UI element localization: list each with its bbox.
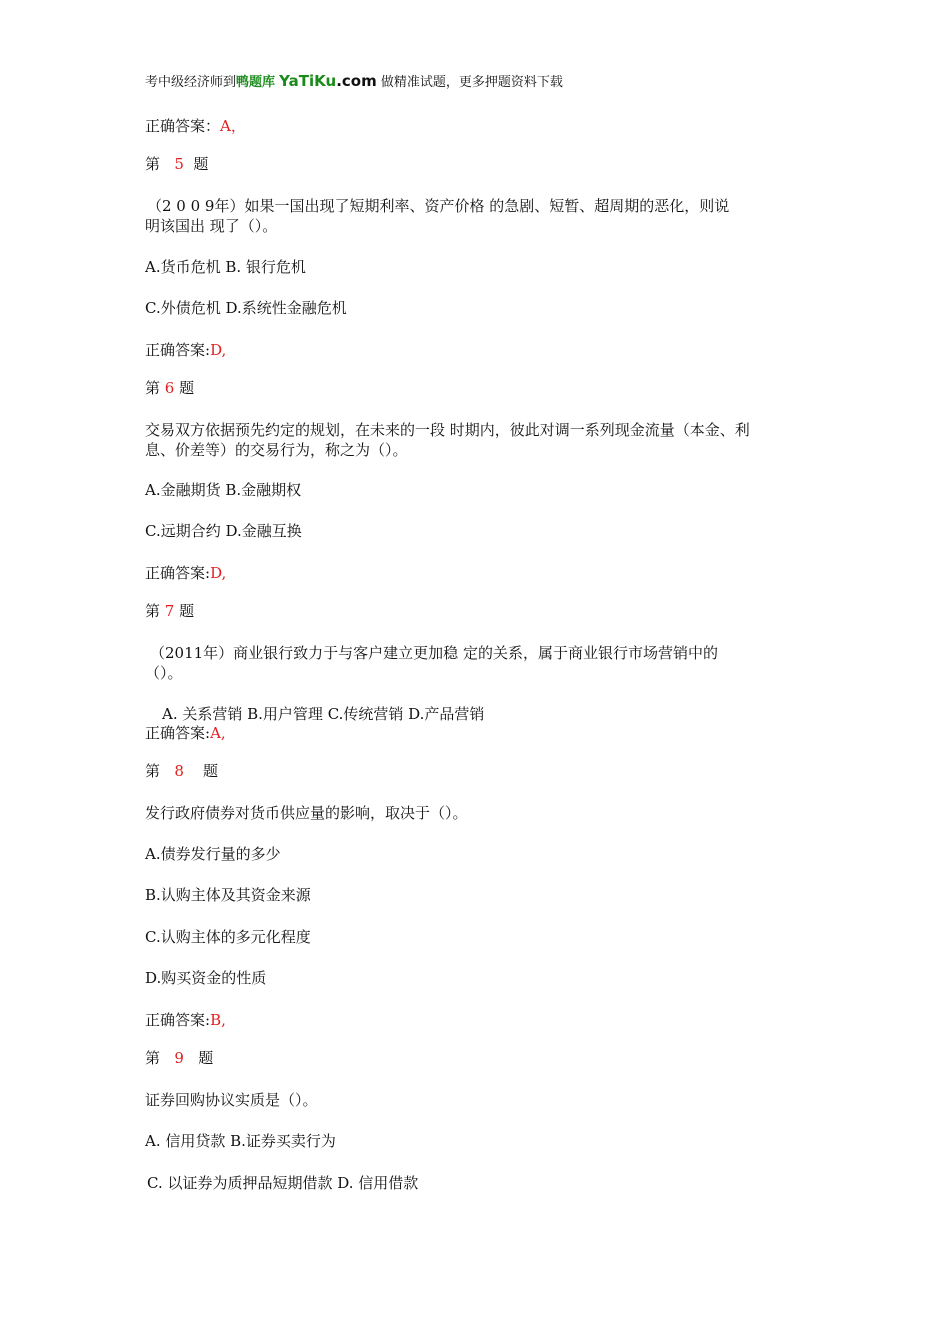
- answer-line-prev: [145, 115, 246, 137]
- answer-value: D,: [210, 564, 227, 582]
- question-suffix: 题: [179, 602, 195, 620]
- question-suffix: 题: [198, 1049, 214, 1067]
- question-text-7-line1: （2011年）商业银行致力于与客户建立更加稳 定的关系，属于商业银行市场营销中的: [150, 644, 718, 662]
- question-number: 5: [174, 155, 184, 173]
- answer-label: 正确答案:: [145, 1011, 211, 1029]
- question-options-6-row1: A.金融期货 B.金融期权: [145, 481, 302, 499]
- brand-name-en[interactable]: YaTiKu: [279, 72, 337, 90]
- question-number: 8: [174, 762, 184, 780]
- question-prefix: 第: [145, 155, 161, 173]
- question-heading-8: [145, 760, 218, 782]
- question-options-7-row1: A. 关系营销 B.用户管理 C.传统营销 D.产品营销: [162, 705, 485, 723]
- question-text-6-line2: 息、价差等）的交易行为，称之为（）。: [145, 441, 408, 459]
- question-text-8: 发行政府债券对货币供应量的影响，取决于（）。: [145, 804, 468, 822]
- question-text-5-line2: 明该国出 现了（）。: [145, 217, 278, 235]
- question-options-5-row2: C.外债危机 D.系统性金融危机: [145, 299, 347, 317]
- brand-name-cn[interactable]: 鸭题库: [236, 75, 276, 90]
- question-text-7-line2: （）。: [145, 664, 183, 682]
- question-prefix: 第: [145, 1049, 161, 1067]
- header-suffix: 做精准试题，更多押题资料下载: [380, 75, 563, 90]
- question-suffix: 题: [202, 762, 218, 780]
- answer-value: B,: [210, 1011, 226, 1029]
- question-suffix: 题: [193, 155, 209, 173]
- question-heading-6: [145, 377, 194, 399]
- question-number: 9: [174, 1049, 184, 1067]
- answer-value: A,: [210, 724, 226, 742]
- question-text-9: 证券回购协议实质是（）。: [145, 1091, 318, 1109]
- answer-label: 正确答案:: [145, 724, 211, 742]
- question-number: 6: [164, 379, 175, 397]
- answer-line-7: [145, 722, 226, 744]
- question-heading-7: [145, 600, 194, 622]
- answer-line-8: [145, 1009, 226, 1031]
- question-heading-9: [145, 1047, 213, 1069]
- answer-value: A，: [220, 117, 246, 135]
- answer-line-6: [145, 562, 226, 584]
- question-options-9-row1: A. 信用贷款 B.证券买卖行为: [145, 1132, 336, 1150]
- header-prefix: 考中级经济师到: [145, 75, 237, 90]
- answer-label: 正确答案:: [145, 564, 211, 582]
- question-option-8-b: B.认购主体及其资金来源: [145, 886, 311, 904]
- answer-label: 正确答案:: [145, 341, 211, 359]
- question-option-8-d: D.购买资金的性质: [145, 969, 267, 987]
- question-text-5-line1: （2 0 0 9年）如果一国出现了短期利率、资产价格 的急剧、短暂、超周期的恶化，则说: [147, 197, 730, 215]
- answer-line-5: [145, 339, 226, 361]
- question-number: 7: [164, 602, 175, 620]
- question-option-8-c: C.认购主体的多元化程度: [145, 928, 311, 946]
- brand-domain[interactable]: .com: [336, 72, 377, 90]
- question-prefix: 第: [145, 379, 161, 397]
- question-prefix: 第: [145, 602, 161, 620]
- question-options-9-row2: C. 以证券为质押品短期借款 D. 信用借款: [147, 1174, 419, 1192]
- answer-value: D,: [210, 341, 227, 359]
- question-heading-5: [145, 153, 208, 175]
- page-header: [145, 70, 563, 94]
- question-suffix: 题: [179, 379, 195, 397]
- question-options-5-row1: A.货币危机 B. 银行危机: [145, 258, 306, 276]
- question-options-6-row2: C.远期合约 D.金融互换: [145, 522, 302, 540]
- question-prefix: 第: [145, 762, 161, 780]
- question-text-6-line1: 交易双方依据预先约定的规划，在未来的一段 时期内，彼此对调一系列现金流量（本金、利: [145, 421, 750, 439]
- answer-label: 正确答案：: [145, 117, 221, 135]
- question-option-8-a: A.债券发行量的多少: [145, 845, 281, 863]
